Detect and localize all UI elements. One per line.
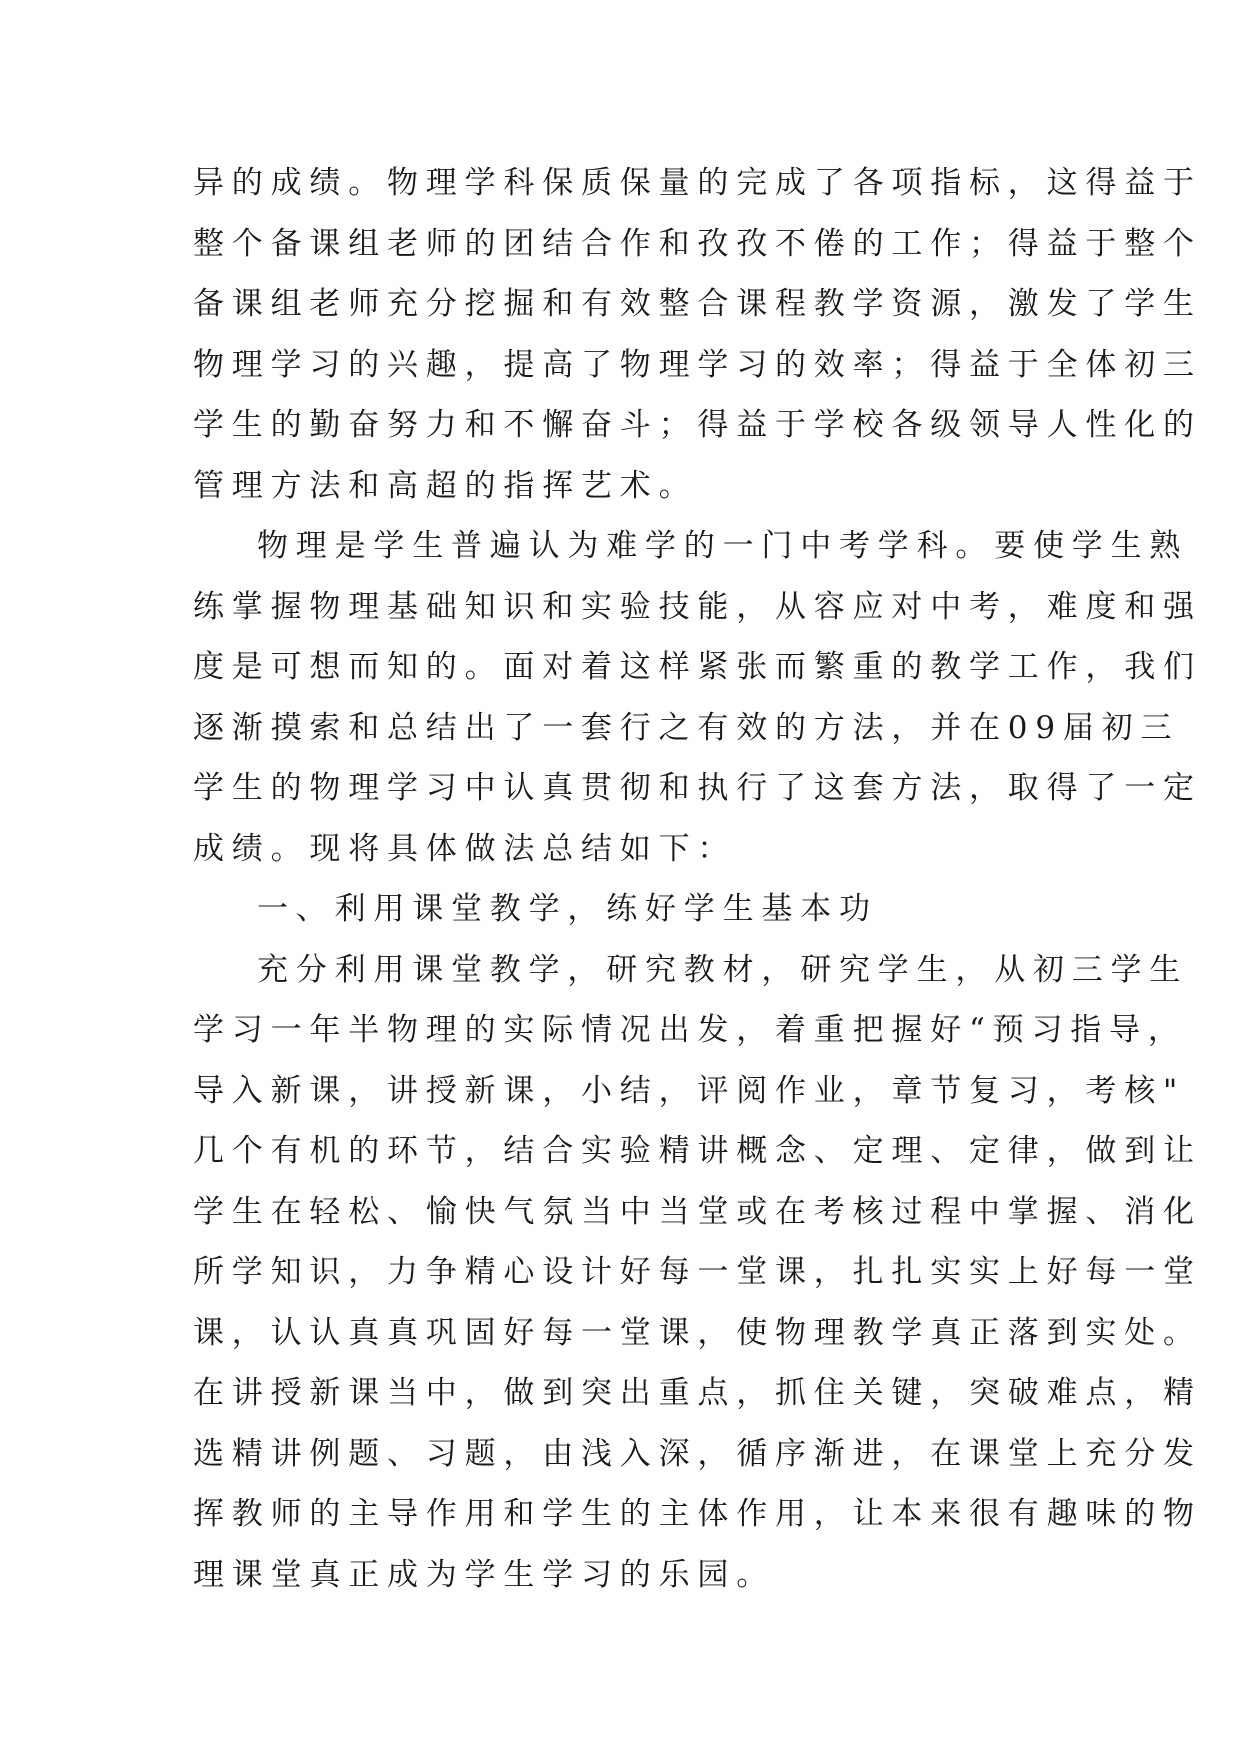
text-line: 度是可想而知的。面对着这样紧张而繁重的教学工作，我们 (193, 649, 1202, 685)
text-line: 一、利用课堂教学，练好学生基本功 (257, 891, 878, 927)
text-line: 逐渐摸索和总结出了一套行之有效的方法，并在09届初三 (193, 709, 1180, 746)
text-line: 理课堂真正成为学生学习的乐园。 (193, 1556, 775, 1593)
text-line: 整个备课组老师的团结合作和孜孜不倦的工作；得益于整个 (193, 225, 1202, 262)
text-line: 成绩。现将具体做法总结如下： (193, 830, 737, 867)
text-line: 学生的物理学习中认真贯彻和执行了这套方法，取得了一定 (193, 770, 1202, 806)
text-line: 管理方法和高超的指挥艺术。 (193, 467, 698, 504)
text-line: 导入新课，讲授新课，小结，评阅作业，章节复习，考核" (193, 1072, 1186, 1109)
text-line: 异的成绩。物理学科保质保量的完成了各项指标，这得益于 (193, 165, 1202, 201)
text-line: 学生的勤奋努力和不懈奋斗；得益于学校各级领导人性化的 (193, 407, 1202, 443)
text-line: 所学知识，力争精心设计好每一堂课，扎扎实实上好每一堂 (193, 1254, 1202, 1290)
text-line: 选精讲例题、习题，由浅入深，循序渐进，在课堂上充分发 (193, 1435, 1202, 1472)
text-line: 备课组老师充分挖掘和有效整合课程教学资源，激发了学生 (193, 286, 1202, 322)
text-line: 充分利用课堂教学，研究教材，研究学生，从初三学生 (257, 951, 1189, 988)
text-line: 课，认认真真巩固好每一堂课，使物理教学真正落到实处。 (193, 1314, 1202, 1351)
text-line: 物理是学生普遍认为难学的一门中考学科。要使学生熟 (257, 528, 1189, 564)
text-line: 挥教师的主导作用和学生的主体作用，让本来很有趣味的物 (193, 1496, 1202, 1532)
text-line: 学生在轻松、愉快气氛当中当堂或在考核过程中掌握、消化 (193, 1193, 1202, 1230)
text-line: 几个有机的环节，结合实验精讲概念、定理、定律，做到让 (193, 1133, 1202, 1169)
text-line: 练掌握物理基础知识和实验技能，从容应对中考，难度和强 (193, 588, 1202, 625)
body-text (193, 153, 1202, 1605)
text-line: 在讲授新课当中，做到突出重点，抓住关键，突破难点，精 (193, 1375, 1202, 1411)
text-line: 物理学习的兴趣，提高了物理学习的效率；得益于全体初三 (193, 346, 1202, 383)
text-line: 学习一年半物理的实际情况出发，着重把握好“预习指导， (193, 1012, 1187, 1048)
